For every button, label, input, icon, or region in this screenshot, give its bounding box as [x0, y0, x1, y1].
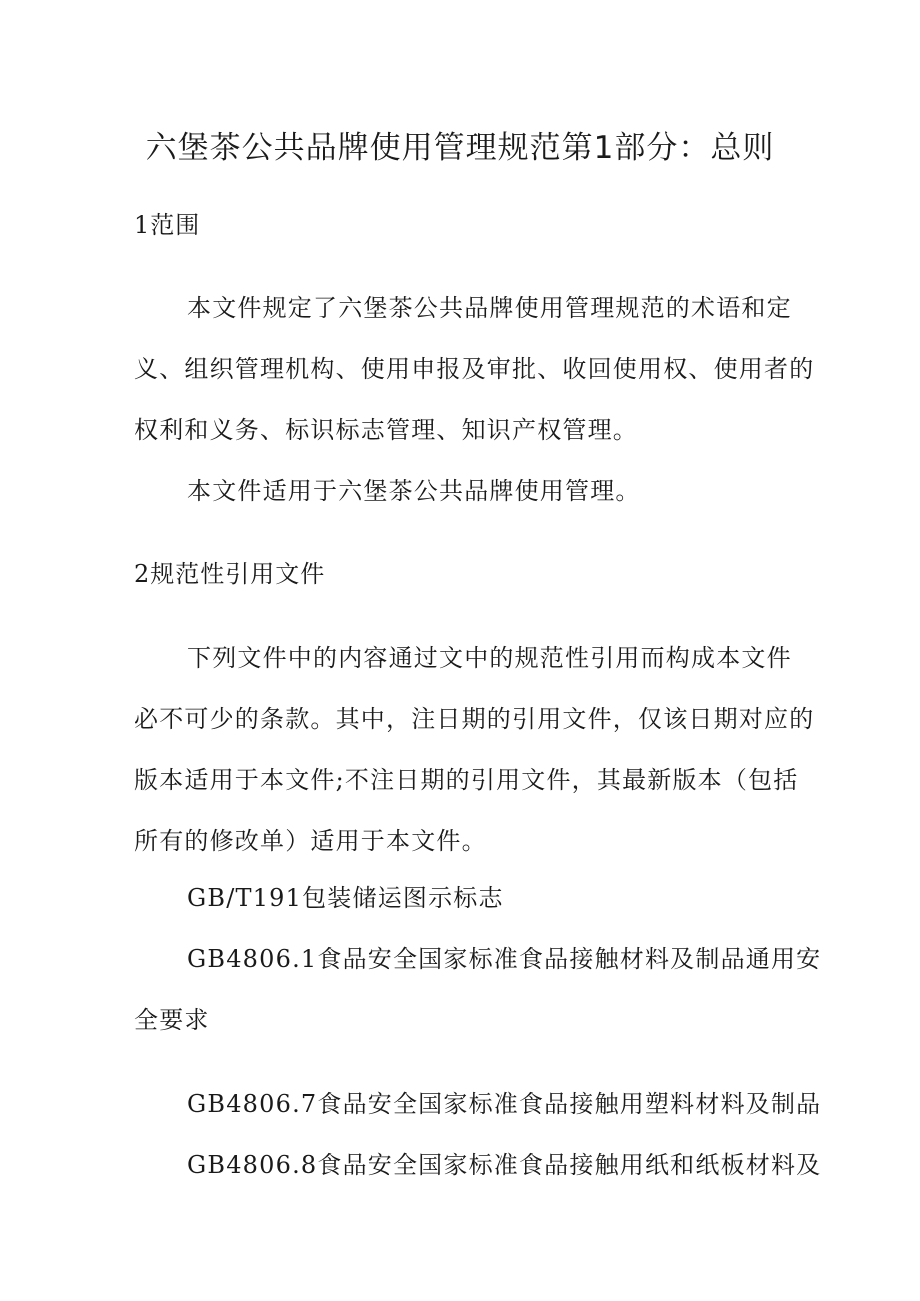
reference-item: GB4806.1食品安全国家标准食品接触材料及制品通用安 [187, 945, 822, 973]
paragraph-line: 必不可少的条款。其中，注日期的引用文件，仅该日期对应的 [134, 705, 815, 733]
paragraph-line: 权利和义务、标识标志管理、知识产权管理。 [134, 416, 638, 444]
document-title: 六堡茶公共品牌使用管理规范第1部分：总则 [145, 130, 775, 166]
paragraph-line: 所有的修改单）适用于本文件。 [134, 827, 487, 855]
paragraph-line: 本文件适用于六堡茶公共品牌使用管理。 [187, 477, 641, 505]
reference-item: GB4806.7食品安全国家标准食品接触用塑料材料及制品 [187, 1090, 822, 1118]
paragraph-line: 义、组织管理机构、使用申报及审批、收回使用权、使用者的 [134, 355, 815, 383]
reference-item: GB/T191包装储运图示标志 [187, 884, 504, 912]
paragraph-line: 本文件规定了六堡茶公共品牌使用管理规范的术语和定 [187, 294, 792, 322]
paragraph-line: 下列文件中的内容通过文中的规范性引用而构成本文件 [187, 644, 792, 672]
section-heading-normative-references: 2规范性引用文件 [134, 560, 326, 588]
reference-item-continuation: 全要求 [134, 1006, 210, 1034]
reference-item: GB4806.8食品安全国家标准食品接触用纸和纸板材料及 [187, 1151, 822, 1179]
paragraph-line: 版本适用于本文件;不注日期的引用文件，其最新版本（包括 [134, 766, 799, 794]
section-heading-scope: 1范围 [134, 211, 201, 239]
